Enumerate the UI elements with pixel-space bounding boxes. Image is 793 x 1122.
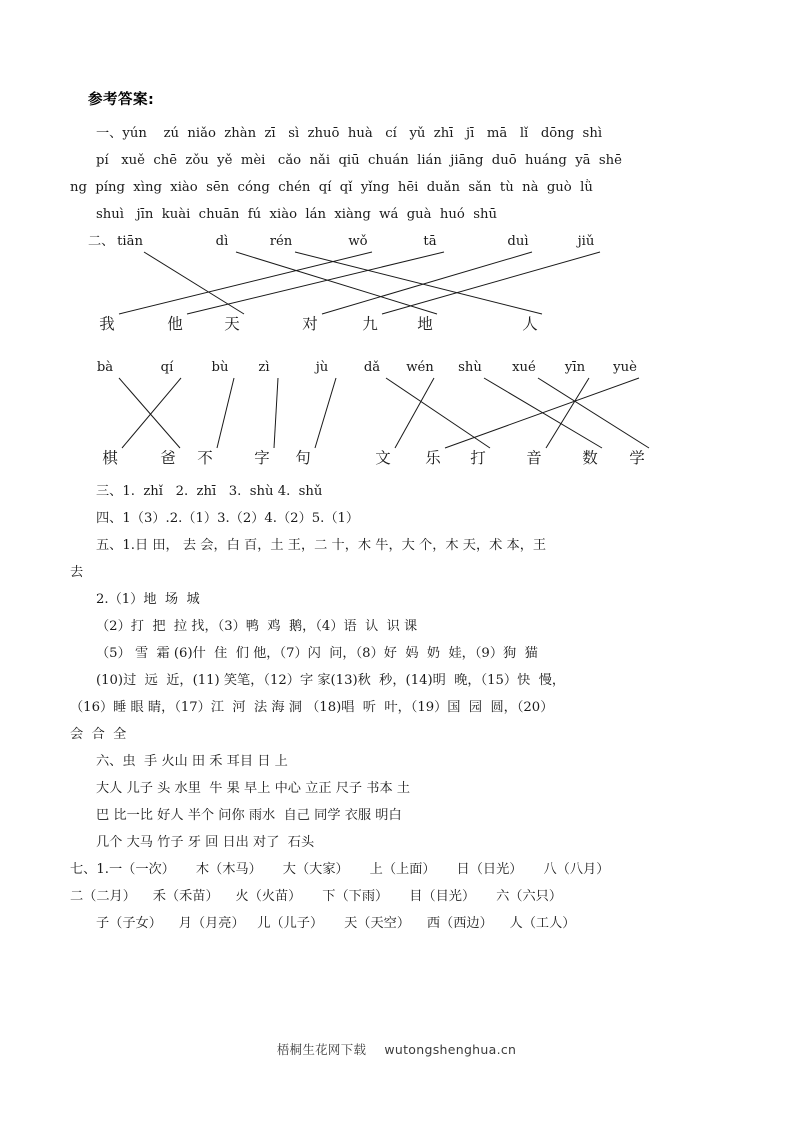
footer-url: wutongshenghua.cn [384, 1042, 517, 1057]
section-five-line-3: 2.（1）地 场 城 [96, 592, 200, 607]
matching-pinyin-row-a [70, 232, 725, 254]
matching-hanzi-row-b [70, 448, 725, 470]
match-connector-line [546, 378, 589, 448]
matching-pinyin-row-b [70, 358, 725, 380]
match-hanzi-token[interactable]: 文 [375, 449, 391, 467]
match-connector-line [445, 378, 639, 448]
match-pinyin-token[interactable]: bà [96, 360, 114, 375]
match-hanzi-token[interactable]: 不 [197, 449, 213, 467]
matching-exercise-a [70, 232, 725, 336]
section-six-line-2: 大人 儿子 头 水里 牛 果 早上 中心 立正 尺子 书本 土 [96, 781, 411, 796]
section-three: 三、1. zhǐ 2. zhī 3. shù 4. shǔ [96, 484, 323, 499]
match-pinyin-token[interactable]: jù [315, 360, 329, 375]
pinyin-line-1: 一、yún zú niǎo zhàn zī sì zhuō huà cí yǔ zhī jī mā lǐ dōng shì [96, 126, 603, 141]
match-hanzi-token[interactable]: 学 [629, 449, 645, 467]
match-connector-line [274, 378, 278, 448]
match-pinyin-token[interactable]: dì [215, 234, 229, 249]
match-pinyin-token[interactable]: wén [406, 360, 434, 375]
section-six-line-1: 六、虫 手 火山 田 禾 耳目 日 上 [96, 754, 288, 769]
match-hanzi-token[interactable]: 爸 [160, 449, 176, 467]
match-connector-line [122, 378, 181, 448]
section-five-line-2: 去 [70, 565, 84, 580]
section-seven-line-1: 七、1.一（一次） 木（木马） 大（大家） 上（上面） 日（日光） 八（八月） [70, 862, 610, 877]
matching-exercise-b [70, 358, 725, 470]
match-hanzi-token[interactable]: 打 [470, 449, 486, 467]
match-hanzi-token[interactable]: 人 [522, 315, 538, 333]
match-pinyin-token[interactable]: rén [269, 234, 293, 249]
match-pinyin-token[interactable]: qí [160, 360, 174, 375]
match-hanzi-token[interactable]: 对 [302, 315, 318, 333]
section-five-line-7: （16）睡 眼 睛，（17）江 河 法 海 洞 （18)唱 听 叶，（19）国 园 圆，（20） [70, 700, 554, 715]
footer-site-name: 梧桐生花网下载 [276, 1042, 367, 1057]
match-connector-line [382, 252, 600, 314]
match-pinyin-token[interactable]: xué [512, 360, 536, 375]
match-hanzi-token[interactable]: 地 [417, 315, 433, 333]
pinyin-line-3: ng píng xìng xiào sēn cóng chén qí qǐ yǐng hēi duǎn sǎn tù nà guò lǜ [70, 180, 593, 195]
match-pinyin-token[interactable]: dǎ [363, 360, 381, 375]
document-body [70, 88, 725, 937]
section-five [70, 532, 725, 748]
match-hanzi-token[interactable]: 天 [224, 315, 240, 333]
match-connector-line [119, 378, 180, 448]
page-title: 参考答案: [88, 92, 155, 108]
match-hanzi-token[interactable]: 乐 [425, 449, 441, 467]
match-pinyin-token[interactable]: tiān [117, 234, 143, 249]
match-hanzi-token[interactable]: 字 [254, 449, 270, 467]
match-pinyin-token[interactable]: jiǔ [577, 234, 595, 249]
section-seven-line-2: 二（二月） 禾（禾苗） 火（火苗） 下（下雨） 目（目光） 六（六只） [70, 889, 563, 904]
pinyin-line-4: shuì jīn kuài chuān fú xiào lán xiàng wá guà huó shū [96, 207, 497, 222]
pinyin-line-2: pí xuě chē zǒu yě mèi cǎo nǎi qiū chuán lián jiāng duō huáng yā shē [96, 153, 622, 168]
section-seven [70, 856, 725, 937]
match-pinyin-token[interactable]: yīn [564, 360, 586, 375]
match-hanzi-token[interactable]: 句 [295, 449, 311, 467]
matching-hanzi-row-a [70, 314, 725, 336]
match-pinyin-token[interactable]: shù [458, 360, 482, 375]
match-pinyin-token[interactable]: tā [423, 234, 437, 249]
section-two-label: 二、 [88, 234, 115, 249]
section-seven-line-3: 子（子女） 月（月亮） 儿（儿子） 天（天空） 西（西边） 人（工人） [96, 916, 576, 931]
match-connector-line [217, 378, 234, 448]
section-six-line-4: 几个 大马 竹子 牙 回 日出 对了 石头 [96, 835, 315, 850]
match-pinyin-token[interactable]: zì [258, 360, 270, 375]
section-five-line-8: 会 合 全 [70, 727, 127, 742]
match-hanzi-token[interactable]: 棋 [102, 449, 118, 467]
match-hanzi-token[interactable]: 九 [362, 315, 378, 333]
section-five-line-5: （5） 雪 霜 (6)什 住 们 他，（7）闪 问，（8）好 妈 奶 娃，（9）狗 猫 [96, 646, 538, 661]
match-connector-line [315, 378, 336, 448]
spacer [70, 470, 725, 478]
section-four: 四、1（3）.2.（1）3.（2）4.（2）5.（1） [96, 511, 360, 526]
section-six [70, 748, 725, 856]
match-hanzi-token[interactable]: 他 [167, 315, 183, 333]
match-pinyin-token[interactable]: wǒ [348, 234, 368, 249]
match-pinyin-token[interactable]: bù [211, 360, 229, 375]
match-connector-line [538, 378, 649, 448]
match-hanzi-token[interactable]: 音 [526, 449, 542, 467]
section-five-line-6: (10)过 远 近，(11) 笑笔，（12）字 家(13)秋 秒，(14)明 晚，（15）快 慢， [96, 673, 566, 688]
section-five-line-1: 五、1.日 田， 去 会，白 百，土 王，二 十，木 牛，大 个，木 天，术 本，王 [96, 538, 547, 553]
match-connector-line [322, 252, 532, 314]
section-one [70, 120, 725, 228]
match-connector-line [119, 252, 372, 314]
section-six-line-3: 巴 比一比 好人 半个 问你 雨水 自己 同学 衣服 明白 [96, 808, 402, 823]
match-pinyin-token[interactable]: duì [507, 234, 529, 249]
section-five-line-4: （2）打 把 拉 找，（3）鸭 鸡 鹅，（4）语 认 识 课 [96, 619, 418, 634]
match-hanzi-token[interactable]: 我 [99, 315, 115, 333]
match-hanzi-token[interactable]: 数 [582, 449, 598, 467]
match-pinyin-token[interactable]: yuè [613, 360, 637, 375]
footer-watermark [0, 1040, 793, 1058]
